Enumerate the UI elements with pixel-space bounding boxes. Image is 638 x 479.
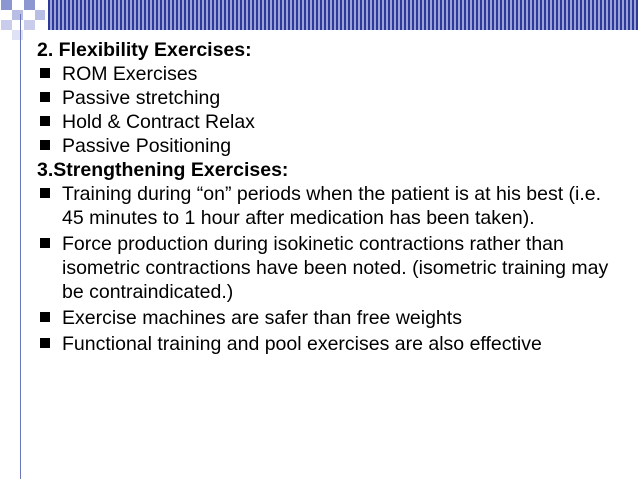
square-bullet-icon [40, 338, 50, 348]
list-item-text: Hold & Contract Relax [62, 111, 255, 133]
list-item-text: Functional training and pool exercises are also effective [62, 333, 542, 355]
list-item [37, 86, 617, 110]
list-item [37, 134, 617, 158]
square-bullet-icon [40, 92, 50, 102]
list-item-text: Force production during isokinetic contractions rather than isometric contractions have been noted. (isometric training may be contraindicated.) [62, 233, 609, 303]
section-heading: 2. Flexibility Exercises: [37, 39, 252, 61]
list-item-text: ROM Exercises [62, 63, 198, 85]
section-heading: 3.Strengthening Exercises: [37, 159, 289, 181]
list-item-text: Exercise machines are safer than free weights [62, 307, 462, 329]
square-bullet-icon [40, 116, 50, 126]
list-item [37, 306, 617, 330]
list-item-text: Passive stretching [62, 87, 221, 109]
header-stripe-band [48, 0, 638, 30]
bullet-list [37, 62, 617, 158]
left-accent-line [20, 14, 21, 479]
list-item [37, 232, 617, 304]
list-item-text: Passive Positioning [62, 135, 232, 157]
slide-content [37, 38, 617, 356]
list-item [37, 110, 617, 134]
checker-pattern-decoration [0, 0, 45, 40]
square-bullet-icon [40, 312, 50, 322]
list-item [37, 182, 617, 230]
square-bullet-icon [40, 188, 50, 198]
section-strengthening [37, 158, 617, 356]
list-item-text: Training during “on” periods when the patient is at his best (i.e. 45 minutes to 1 hour after medication has been taken). [62, 183, 602, 229]
square-bullet-icon [40, 68, 50, 78]
bullet-list [37, 182, 617, 356]
square-bullet-icon [40, 238, 50, 248]
section-flexibility [37, 38, 617, 158]
list-item [37, 62, 617, 86]
list-item [37, 332, 617, 356]
square-bullet-icon [40, 140, 50, 150]
